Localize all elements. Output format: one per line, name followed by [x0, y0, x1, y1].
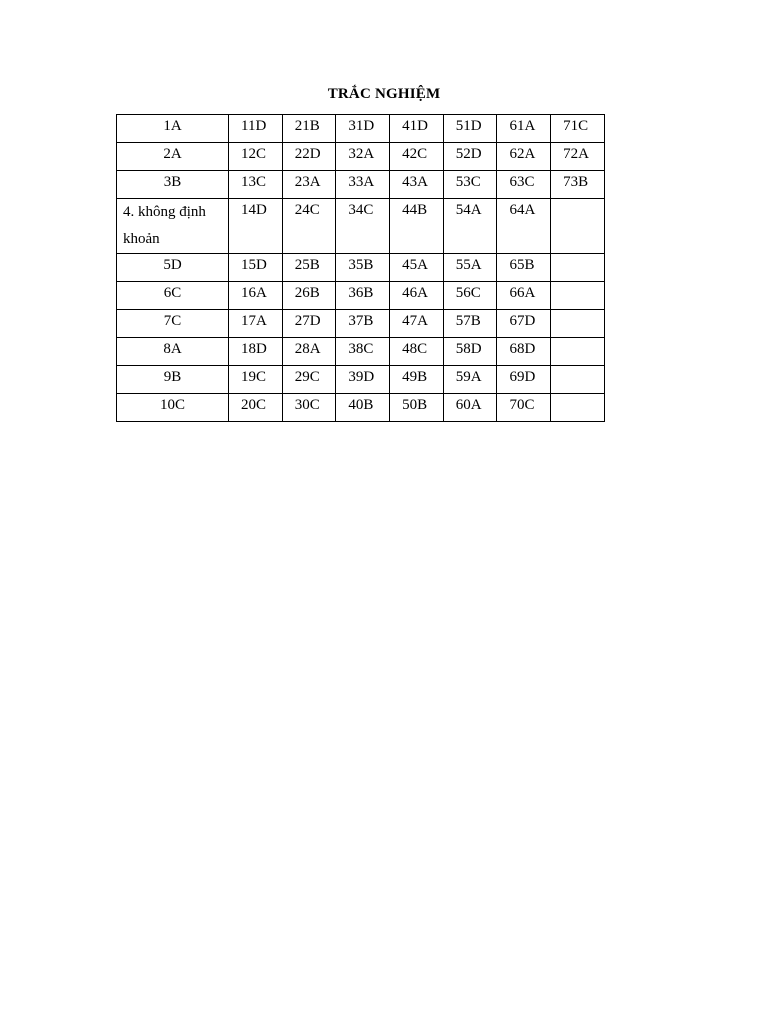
table-cell: 37B — [336, 310, 390, 338]
table-cell: 7C — [117, 310, 229, 338]
table-cell: 65B — [497, 254, 551, 282]
table-cell: 35B — [336, 254, 390, 282]
table-cell: 69D — [497, 366, 551, 394]
table-cell: 16A — [229, 282, 283, 310]
table-cell: 52D — [443, 143, 497, 171]
table-row — [117, 199, 605, 254]
table-row — [117, 310, 605, 338]
table-cell: 24C — [282, 199, 336, 254]
table-row — [117, 282, 605, 310]
table-cell: 19C — [229, 366, 283, 394]
table-cell: 57B — [443, 310, 497, 338]
table-cell: 8A — [117, 338, 229, 366]
table-cell: 71C — [551, 115, 605, 143]
table-cell: 66A — [497, 282, 551, 310]
table-cell: 68D — [497, 338, 551, 366]
table-row — [117, 338, 605, 366]
table-cell: 38C — [336, 338, 390, 366]
table-cell: 3B — [117, 171, 229, 199]
table-row — [117, 366, 605, 394]
table-cell: 46A — [390, 282, 444, 310]
table-cell: 9B — [117, 366, 229, 394]
table-cell: 25B — [282, 254, 336, 282]
table-cell: 5D — [117, 254, 229, 282]
table-cell: 4. không định khoản — [117, 199, 229, 254]
table-cell: 70C — [497, 394, 551, 422]
table-cell: 61A — [497, 115, 551, 143]
table-cell: 45A — [390, 254, 444, 282]
table-cell: 64A — [497, 199, 551, 254]
table-cell: 30C — [282, 394, 336, 422]
table-cell — [551, 338, 605, 366]
table-cell: 43A — [390, 171, 444, 199]
table-cell: 12C — [229, 143, 283, 171]
table-cell: 59A — [443, 366, 497, 394]
table-cell: 20C — [229, 394, 283, 422]
table-cell: 40B — [336, 394, 390, 422]
table-cell: 10C — [117, 394, 229, 422]
table-cell: 42C — [390, 143, 444, 171]
table-cell: 62A — [497, 143, 551, 171]
table-cell: 39D — [336, 366, 390, 394]
table-row — [117, 254, 605, 282]
table-row — [117, 143, 605, 171]
table-cell: 29C — [282, 366, 336, 394]
table-cell: 23A — [282, 171, 336, 199]
table-cell: 11D — [229, 115, 283, 143]
table-cell: 49B — [390, 366, 444, 394]
table-cell: 17A — [229, 310, 283, 338]
table-cell: 6C — [117, 282, 229, 310]
table-cell: 28A — [282, 338, 336, 366]
table-cell: 56C — [443, 282, 497, 310]
table-cell — [551, 254, 605, 282]
table-cell: 34C — [336, 199, 390, 254]
table-cell: 54A — [443, 199, 497, 254]
table-cell: 48C — [390, 338, 444, 366]
table-cell: 14D — [229, 199, 283, 254]
table-cell: 22D — [282, 143, 336, 171]
table-cell: 36B — [336, 282, 390, 310]
table-cell — [551, 199, 605, 254]
table-cell: 41D — [390, 115, 444, 143]
table-cell: 72A — [551, 143, 605, 171]
table-cell: 32A — [336, 143, 390, 171]
table-cell: 44B — [390, 199, 444, 254]
table-cell: 51D — [443, 115, 497, 143]
table-cell — [551, 394, 605, 422]
page-title: TRẮC NGHIỆM — [327, 86, 441, 102]
table-cell: 1A — [117, 115, 229, 143]
answer-table — [116, 114, 605, 422]
table-row — [117, 115, 605, 143]
table-cell: 47A — [390, 310, 444, 338]
table-cell: 33A — [336, 171, 390, 199]
table-cell: 53C — [443, 171, 497, 199]
table-cell: 60A — [443, 394, 497, 422]
table-cell — [551, 366, 605, 394]
table-cell: 31D — [336, 115, 390, 143]
table-cell: 2A — [117, 143, 229, 171]
table-cell: 15D — [229, 254, 283, 282]
table-cell: 13C — [229, 171, 283, 199]
table-cell: 50B — [390, 394, 444, 422]
table-row — [117, 394, 605, 422]
table-cell: 21B — [282, 115, 336, 143]
table-cell: 18D — [229, 338, 283, 366]
table-cell — [551, 310, 605, 338]
table-cell: 63C — [497, 171, 551, 199]
table-cell: 58D — [443, 338, 497, 366]
table-cell: 27D — [282, 310, 336, 338]
table-cell: 26B — [282, 282, 336, 310]
table-cell: 73B — [551, 171, 605, 199]
table-cell: 67D — [497, 310, 551, 338]
table-row — [117, 171, 605, 199]
table-cell: 55A — [443, 254, 497, 282]
table-cell — [551, 282, 605, 310]
